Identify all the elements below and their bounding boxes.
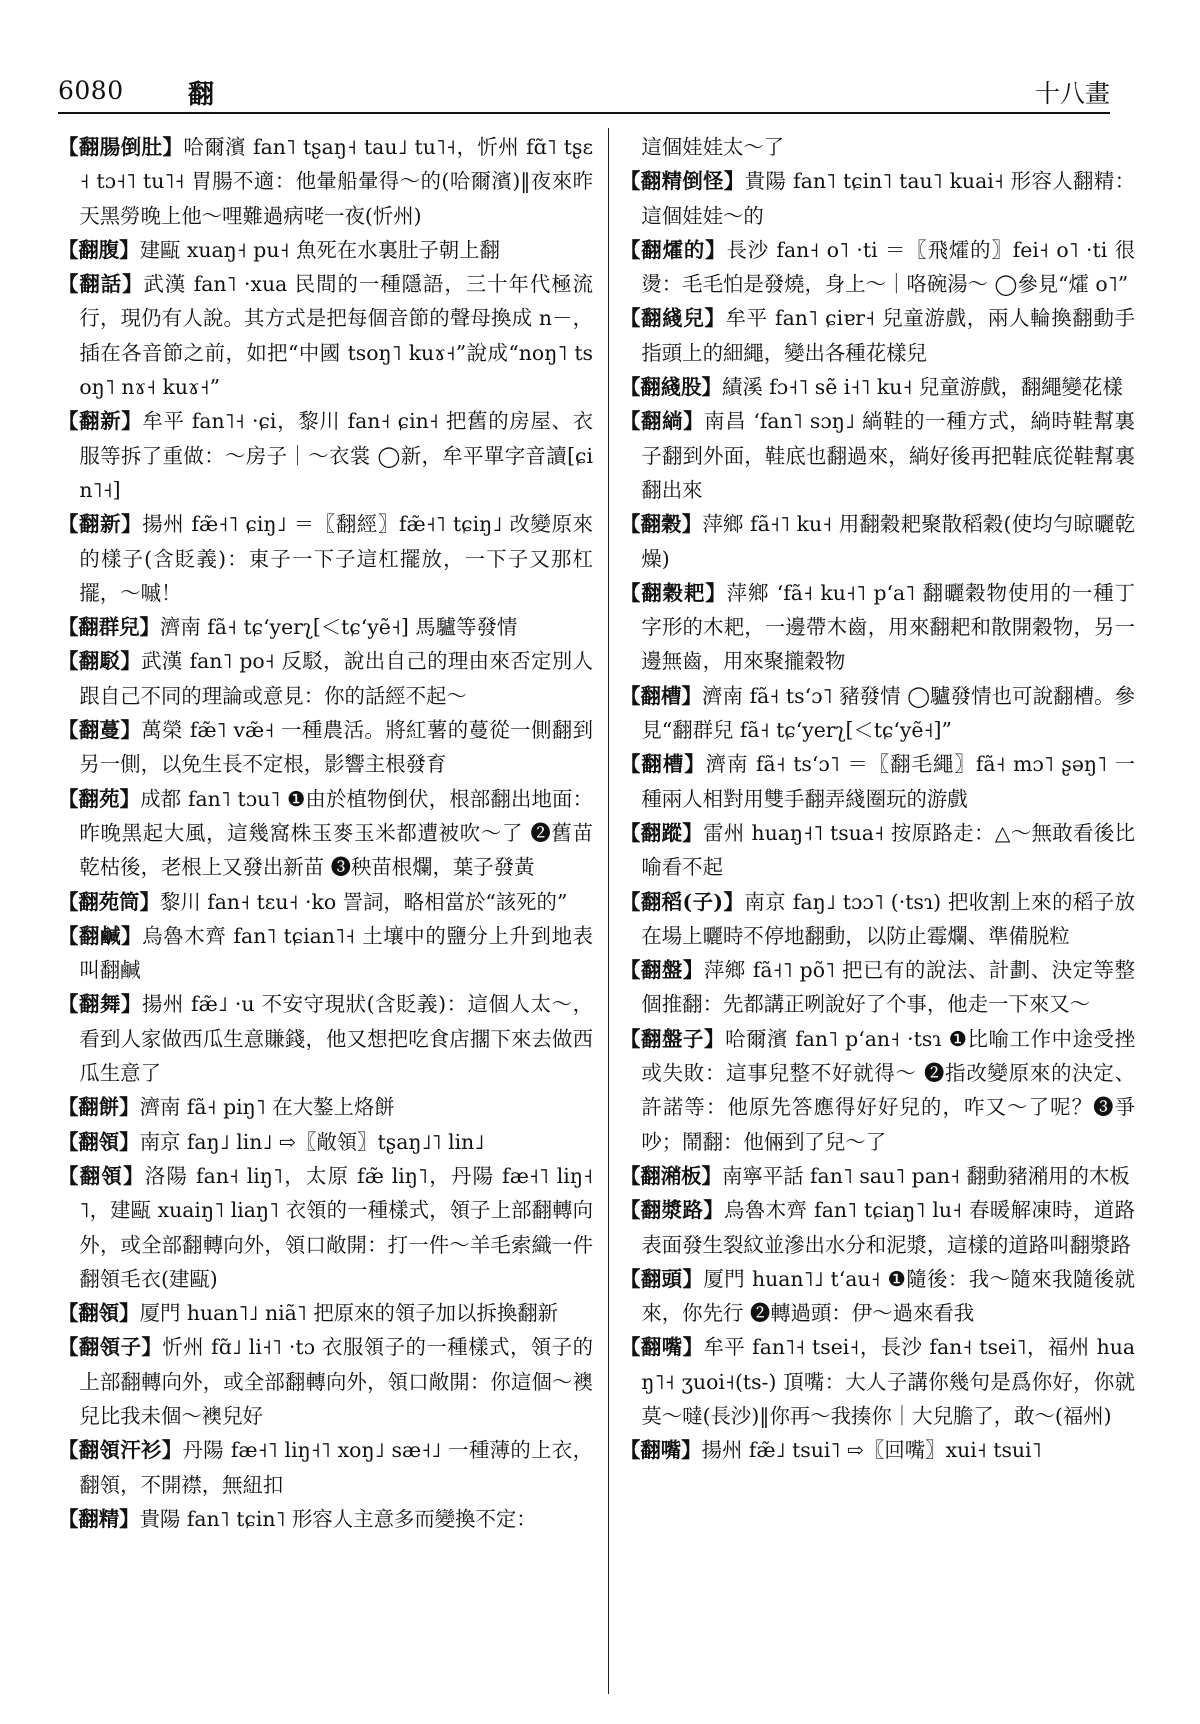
entry-headword: 【翻綫股】 bbox=[620, 375, 722, 400]
entry-headword: 【翻精倒怪】 bbox=[620, 169, 745, 194]
entry-headword: 【翻餅】 bbox=[58, 1095, 140, 1120]
dictionary-entry bbox=[620, 1330, 1135, 1433]
entry-headword: 【翻稻(子)】 bbox=[620, 889, 745, 914]
running-headword: 翻 bbox=[188, 80, 215, 110]
dictionary-entry bbox=[620, 1262, 1135, 1331]
right-column bbox=[620, 130, 1135, 1710]
entry-headword: 【翻蹤】 bbox=[620, 820, 704, 845]
entry-headword: 【翻領子】 bbox=[58, 1335, 163, 1360]
entry-definition: 萍鄉 fã˧˥ ku˧ 用翻穀耙聚散稻穀(使均勻晾曬乾燥) bbox=[641, 512, 1135, 571]
entry-headword: 【翻駁】 bbox=[58, 649, 142, 674]
entry-headword: 【翻領】 bbox=[58, 1301, 140, 1326]
entry-headword: 【翻腸倒肚】 bbox=[58, 135, 184, 159]
entry-headword: 【翻頭】 bbox=[620, 1266, 704, 1291]
dictionary-entry bbox=[620, 507, 1135, 576]
entry-headword: 【翻緔】 bbox=[620, 409, 705, 434]
dictionary-entry bbox=[620, 885, 1135, 954]
entry-definition: 萬榮 fæ̃˥ væ̃˧ 一種農活。將紅薯的蔓從一側翻到另一側，以免生長不定根，影響主根發育 bbox=[79, 718, 593, 777]
entry-headword: 【翻槽】 bbox=[620, 752, 706, 777]
entry-definition: 揚州 fæ̃˩ ·u 不安守現狀(含貶義)：這個人太～，看到人家做西瓜生意賺錢，他又想把吃食店擱下來去做西瓜生意了 bbox=[79, 992, 593, 1086]
dictionary-entry bbox=[620, 953, 1135, 1022]
dictionary-entry bbox=[58, 1330, 593, 1433]
entry-definition: 南寧平話 fan˥ sau˥ pan˧ 翻動豬潲用的木板 bbox=[721, 1163, 1130, 1188]
entry-definition: 貴陽 fan˥ tɕin˥ tau˥ kuai˧ 形容人翻精：這個娃娃～的 bbox=[641, 169, 1135, 228]
entry-headword: 【翻話】 bbox=[58, 272, 144, 297]
entry-definition: 牟平 fan˥ ɕiɐr˧ 兒童游戲，兩人輪換翻動手指頭上的細繩，變出各種花樣兒 bbox=[641, 306, 1135, 365]
dictionary-entry bbox=[58, 507, 593, 610]
dictionary-entry bbox=[58, 987, 593, 1090]
entry-definition: 雷州 huaŋ˧˥ tsua˧ 按原路走：△～無敢看後比喻看不起 bbox=[641, 820, 1135, 880]
entry-definition: 忻州 fɑ̃˩ li˧˥ ·tɔ 衣服領子的一種樣式，領子的上部翻轉向外，或全部翻轉向外，領口敞開：你這個～襖兒比我未個～襖兒好 bbox=[79, 1335, 593, 1428]
entry-definition: 哈爾濱 fan˥ tʂaŋ˧ tau˩ tu˥˧，忻州 fɑ̃˥ tʂɛ˧ tɔ˧˥ tu˥˧ 胃腸不適：他暈船暈得～的(哈爾濱)‖夜來昨天黑勞晚上他～哩難過病咾一夜(忻州) bbox=[79, 135, 593, 228]
dictionary-entry bbox=[58, 130, 593, 233]
entry-definition: 洛陽 fan˧ liŋ˥，太原 fæ̃ liŋ˥，丹陽 fæ˧˥ liŋ˧˥，建甌 xuaiŋ˥ liaŋ˥ 衣領的一種樣式，領子上部翻轉向外，或全部翻轉向外，領口敞開：打一件～羊毛索織一件翻領毛衣(建甌) bbox=[79, 1163, 593, 1291]
entry-definition: 建甌 xuaŋ˧ pu˧ 魚死在水裏肚子朝上翻 bbox=[139, 237, 500, 262]
entry-headword: 【翻嘴】 bbox=[620, 1335, 704, 1360]
left-column bbox=[58, 130, 593, 1710]
dictionary-entry bbox=[620, 370, 1135, 404]
entry-definition: 厦門 huan˥˩ tʻau˧ ❶隨後：我～隨來我隨後就來，你先行 ❷轉過頭：伊～過來看我 bbox=[641, 1266, 1135, 1326]
entry-headword: 【翻腹】 bbox=[58, 237, 140, 262]
entry-definition: 南京 faŋ˩ tɔɔ˥ (·tsɿ) 把收割上來的稻子放在場上曬時不停地翻動，以防止霉爛、準備脱粒 bbox=[641, 889, 1135, 948]
entry-definition: 黎川 fan˧ tɛu˧ ·ko 詈詞，略相當於“該死的” bbox=[159, 889, 568, 914]
entry-definition: 濟南 fã˧ tɕʻyerʅ[＜tɕʻyẽ˧] 馬驢等發情 bbox=[159, 615, 518, 640]
dictionary-entry bbox=[620, 1022, 1135, 1159]
entry-definition: 濟南 fã˧ piŋ˥ 在大鏊上烙餅 bbox=[139, 1095, 395, 1120]
entry-definition: 烏魯木齊 fan˥ tɕiaŋ˥ lu˧ 春暖解凍時，道路表面發生裂紋並滲出水分和泥漿，這樣的道路叫翻漿路 bbox=[641, 1198, 1135, 1257]
entry-definition: 揚州 fæ̃˧˥ ɕiŋ˩ ＝〖翻經〗fæ̃˧˥ tɕiŋ˩ 改變原來的樣子(含貶義)：東子一下子這杠擺放，一下子又那杠擺，～嘁！ bbox=[79, 512, 593, 605]
dictionary-entry bbox=[620, 301, 1135, 370]
entry-headword: 【翻苑】 bbox=[58, 786, 141, 811]
entry-definition: 濟南 fã˧ tsʻɔ˥ 豬發情 ◯驢發情也可說翻槽。參見“翻群兒 fã˧ tɕʻyerʅ[＜tɕʻyẽ˧]” bbox=[641, 683, 1135, 743]
entry-definition: 丹陽 fæ˧˥ liŋ˧˥ xoŋ˩ sæ˧˩ 一種薄的上衣，翻領，不開襟，無紐扣 bbox=[79, 1438, 593, 1497]
entry-definition: 牟平 fan˥˧ tsei˧，長沙 fan˧ tsei˥，福州 huaŋ˥˧ ʒuoi˧(ts-) 頂嘴：大人子講你幾句是爲你好，你就莫～噠(長沙)‖你再～我揍你｜大兒膽了，敢～(福州) bbox=[641, 1335, 1135, 1428]
dictionary-entry bbox=[620, 130, 1135, 164]
radical-section: 十八畫 bbox=[1034, 79, 1110, 108]
entry-headword: 【翻領汗衫】 bbox=[58, 1438, 183, 1463]
entry-headword: 【翻苑筒】 bbox=[58, 889, 160, 914]
entry-headword: 【翻綫兒】 bbox=[620, 306, 726, 331]
entry-headword: 【翻蔓】 bbox=[58, 718, 142, 743]
dictionary-entry bbox=[58, 644, 593, 713]
entry-headword: 【翻穀】 bbox=[620, 512, 703, 537]
dictionary-entry bbox=[58, 1090, 593, 1124]
entry-headword: 【翻嘴】 bbox=[620, 1438, 702, 1463]
entry-headword: 【翻精】 bbox=[58, 1506, 140, 1531]
entry-headword: 【翻㸌的】 bbox=[620, 237, 727, 262]
dictionary-entry bbox=[620, 404, 1135, 507]
entry-definition: 長沙 fan˧ o˥ ·ti ＝〖飛㸌的〗fei˧ o˥ ·ti 很燙：毛毛怕是發燒，身上～｜咯碗湯～ ◯參見“㸌 o˥” bbox=[641, 237, 1135, 297]
dictionary-entry bbox=[58, 1433, 593, 1502]
entry-headword: 【翻領】 bbox=[58, 1129, 140, 1154]
entry-definition: 厦門 huan˥˩ niã˥ 把原來的領子加以拆換翻新 bbox=[139, 1301, 559, 1326]
entry-headword: 【翻鹹】 bbox=[58, 923, 143, 948]
entry-definition: 武漢 fan˥ ·xua 民間的一種隱語，三十年代極流行，現仍有人說。其方式是把每個音節的聲母換成 n－，插在各音節之前，如把“中國 tsoŋ˥ kuɤ˧”說成“noŋ˥ tsoŋ˥ nɤ˧ kuɤ˧” bbox=[79, 272, 593, 400]
dictionary-entry bbox=[620, 1159, 1135, 1193]
dictionary-entry bbox=[620, 747, 1135, 816]
entry-definition: 烏魯木齊 fan˥ tɕian˥˧ 土壤中的鹽分上升到地表叫翻鹹 bbox=[79, 923, 593, 983]
header-rule bbox=[58, 112, 1110, 114]
dictionary-entry bbox=[58, 404, 593, 507]
dictionary-entry bbox=[58, 885, 593, 919]
dictionary-entry bbox=[620, 1433, 1135, 1467]
entry-headword: 【翻漿路】 bbox=[620, 1198, 725, 1223]
entry-definition: 績溪 fɔ˧˥ sẽ i˧˥ ku˧ 兒童游戲，翻繩變花樣 bbox=[721, 375, 1123, 400]
entry-definition: 萍鄉 ʻfã˧ ku˧˥ pʻa˥ 翻曬穀物使用的一種丁字形的木耙，一邊帶木齒，用來翻耙和散開穀物，另一邊無齒，用來聚攏穀物 bbox=[641, 580, 1135, 674]
entry-headword: 【翻舞】 bbox=[58, 992, 142, 1017]
entry-headword: 【翻盤】 bbox=[620, 958, 704, 983]
dictionary-entry bbox=[620, 576, 1135, 679]
dictionary-entry bbox=[58, 782, 593, 885]
dictionary-entry bbox=[58, 1296, 593, 1330]
entry-headword: 【翻盤子】 bbox=[620, 1026, 726, 1051]
entry-definition: 南京 faŋ˩ lin˩ ⇨〖敞領〗tʂaŋ˩˥ lin˩ bbox=[139, 1129, 485, 1154]
entry-headword: 【翻穀耙】 bbox=[620, 580, 727, 605]
entry-definition: 揚州 fæ̃˩ tsui˥ ⇨〖回嘴〗xui˧ tsui˥ bbox=[701, 1438, 1042, 1463]
entry-headword: 【翻新】 bbox=[58, 409, 143, 434]
entry-definition: 貴陽 fan˥ tɕin˥ 形容人主意多而變換不定： bbox=[139, 1506, 537, 1531]
dictionary-entry bbox=[58, 1159, 593, 1296]
entry-definition: 南昌 ʻfan˥ sɔŋ˩ 緔鞋的一種方式，緔時鞋幫裏子翻到外面，鞋底也翻過來，緔好後再把鞋底從鞋幫裏翻出來 bbox=[641, 409, 1135, 502]
dictionary-entry bbox=[58, 610, 593, 644]
entry-definition: 濟南 fã˧ tsʻɔ˥ ＝〖翻毛繩〗fã˧ mɔ˥ ʂəŋ˥ 一種兩人相對用雙手翻弄綫圈玩的游戲 bbox=[641, 752, 1135, 811]
dictionary-entry bbox=[620, 233, 1135, 302]
page-header bbox=[58, 58, 1110, 108]
entry-definition: 牟平 fan˥˧ ·ɕi，黎川 fan˧ ɕin˧ 把舊的房屋、衣服等拆了重做：～房子｜～衣裳 ◯新，牟平單字音讀[ɕin˥˧] bbox=[79, 409, 593, 502]
entry-headword: 【翻領】 bbox=[58, 1163, 145, 1188]
entry-definition: 這個娃娃太～了 bbox=[641, 135, 785, 159]
dictionary-entry bbox=[58, 267, 593, 404]
dictionary-entry bbox=[58, 713, 593, 782]
dictionary-entry bbox=[58, 919, 593, 988]
entry-headword: 【翻潲板】 bbox=[620, 1163, 722, 1188]
dictionary-entry bbox=[620, 679, 1135, 748]
dictionary-entry bbox=[58, 1125, 593, 1159]
dictionary-entry bbox=[58, 1502, 593, 1536]
entry-definition: 武漢 fan˥ po˧ 反駁，說出自己的理由來否定別人跟自己不同的理論或意見：你的話經不起～ bbox=[79, 649, 593, 708]
dictionary-entry bbox=[620, 164, 1135, 233]
dictionary-entry bbox=[58, 233, 593, 267]
entry-definition: 哈爾濱 fan˥ pʻan˧ ·tsɿ ❶比喻工作中途受挫或失敗：這事兒整不好就得～ ❷指改變原來的決定、許諾等：他原先答應得好好兒的，咋又～了呢？❸爭吵；鬧翻：他倆到了兒～了 bbox=[641, 1026, 1135, 1154]
entry-definition: 萍鄉 fã˧˥ põ˥ 把已有的說法、計劃、決定等整個推翻：先都講正咧說好了个事，他走一下來又～ bbox=[641, 958, 1135, 1017]
column-divider bbox=[608, 128, 609, 1694]
dictionary-entry bbox=[620, 1193, 1135, 1262]
page-number: 6080 bbox=[58, 76, 124, 105]
entry-definition: 成都 fan˥ tɔu˥ ❶由於植物倒伏，根部翻出地面：昨晚黑起大風，這幾窩株玉麥玉米都遭被吹～了 ❷舊苗乾枯後，老根上又發出新苗 ❸秧苗根爛，葉子發黃 bbox=[79, 786, 593, 880]
entry-headword: 【翻槽】 bbox=[620, 683, 702, 708]
entry-headword: 【翻新】 bbox=[58, 512, 143, 537]
entry-headword: 【翻群兒】 bbox=[58, 615, 160, 640]
dictionary-entry bbox=[620, 816, 1135, 885]
